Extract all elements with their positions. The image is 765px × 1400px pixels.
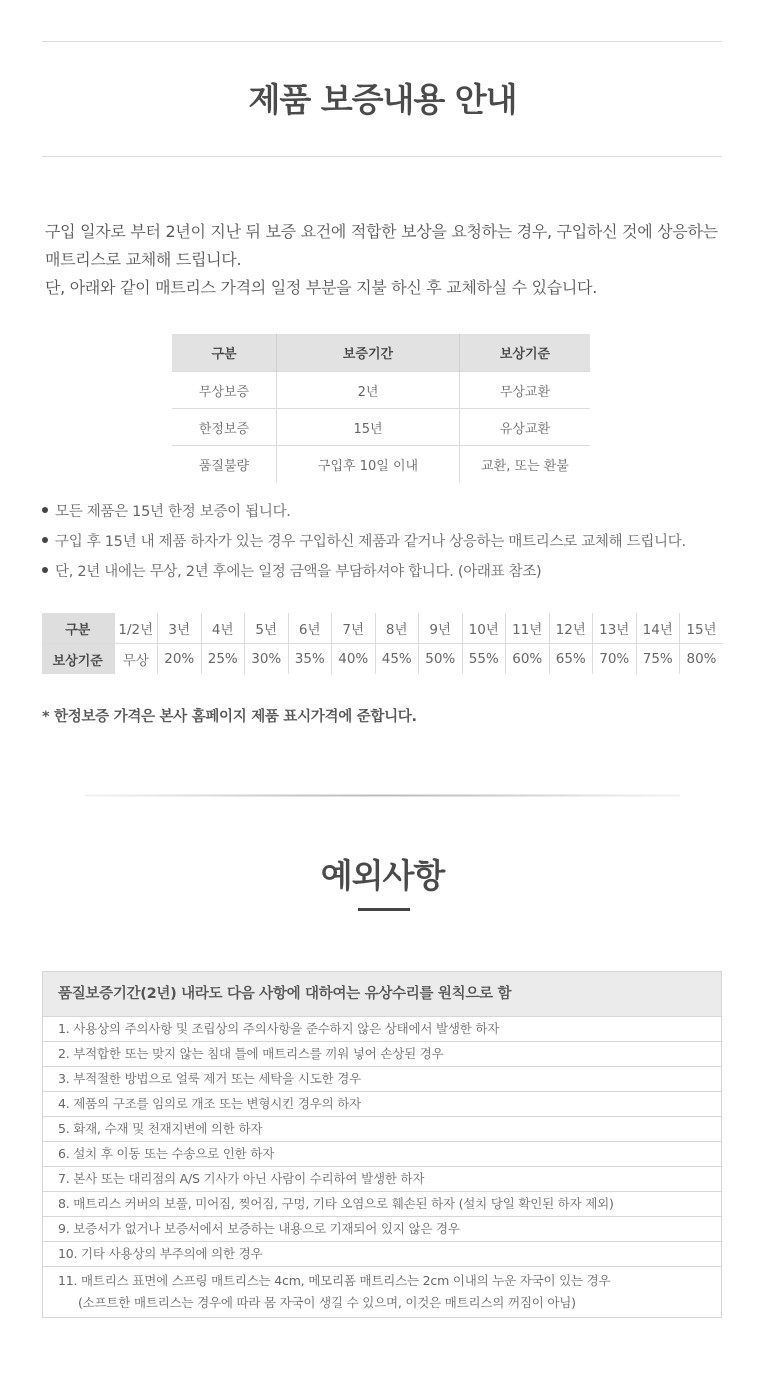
table-cell: 4년 — [201, 613, 245, 644]
warranty-table — [172, 334, 590, 482]
table-row — [42, 644, 723, 675]
table-cell: 9년 — [419, 613, 463, 644]
column-header: 구분 — [172, 334, 277, 372]
table-cell: 45% — [375, 644, 419, 675]
table-cell: 80% — [680, 644, 724, 675]
intro-line: 단, 아래와 같이 매트리스 가격의 일정 부분을 지불 하신 후 교체하실 수 있습니다. — [45, 278, 597, 297]
list-item: 8. 매트리스 커버의 보풀, 미어짐, 찢어짐, 구멍, 기타 오염으로 훼손된 하자 (설치 당일 확인된 하자 제외) — [43, 1192, 721, 1217]
table-cell: 60% — [506, 644, 550, 675]
table-row — [172, 446, 590, 483]
intro-line: 매트리스로 교체해 드립니다. — [45, 250, 242, 269]
section-divider — [85, 794, 680, 797]
row-header: 보상기준 — [42, 644, 114, 675]
table-cell: 유상교환 — [460, 409, 591, 446]
table-cell: 65% — [549, 644, 593, 675]
table-cell: 12년 — [549, 613, 593, 644]
table-cell: 20% — [158, 644, 202, 675]
table-cell: 7년 — [332, 613, 376, 644]
list-item — [42, 560, 686, 590]
table-row — [42, 613, 723, 644]
table-row — [172, 409, 590, 446]
title-underline — [358, 908, 410, 911]
bullet-icon — [42, 537, 48, 543]
list-item: 2. 부적합한 또는 맞지 않는 침대 틀에 매트리스를 끼워 넣어 손상된 경우 — [43, 1042, 721, 1067]
table-cell: 2년 — [277, 372, 460, 409]
table-cell: 25% — [201, 644, 245, 675]
compensation-rate-table — [42, 613, 723, 674]
intro-text — [45, 218, 735, 302]
list-item: 4. 제품의 구조를 임의로 개조 또는 변형시킨 경우의 하자 — [43, 1092, 721, 1117]
title-divider — [42, 156, 722, 157]
table-cell: 15년 — [277, 409, 460, 446]
list-item — [43, 1267, 721, 1317]
table-cell: 1/2년 — [114, 613, 158, 644]
list-item — [42, 500, 686, 530]
bullet-list — [42, 500, 686, 590]
exceptions-header: 품질보증기간(2년) 내라도 다음 사항에 대하여는 유상수리를 원칙으로 함 — [43, 972, 721, 1017]
table-cell: 55% — [462, 644, 506, 675]
column-header: 보증기간 — [277, 334, 460, 372]
list-item: 6. 설치 후 이동 또는 수송으로 인한 하자 — [43, 1142, 721, 1167]
list-item: 5. 화재, 수재 및 천재지변에 의한 하자 — [43, 1117, 721, 1142]
list-item-subline: (소프트한 매트리스는 경우에 따라 몸 자국이 생길 수 있으며, 이것은 매트리스의 꺼짐이 아님) — [78, 1295, 576, 1310]
table-cell: 한정보증 — [172, 409, 277, 446]
list-item: 3. 부적절한 방법으로 얼룩 제거 또는 세탁을 시도한 경우 — [43, 1067, 721, 1092]
top-divider — [42, 41, 722, 42]
table-cell: 75% — [636, 644, 680, 675]
bullet-icon — [42, 567, 48, 573]
list-item — [42, 530, 686, 560]
table-cell: 교환, 또는 환불 — [460, 446, 591, 483]
table-cell: 무상 — [114, 644, 158, 675]
list-item-line: 11. 매트리스 표면에 스프링 매트리스는 4cm, 메모리폼 매트리스는 2cm 이내의 누운 자국이 있는 경우 — [58, 1273, 611, 1288]
table-cell: 14년 — [636, 613, 680, 644]
intro-line: 구입 일자로 부터 2년이 지난 뒤 보증 요건에 적합한 보상을 요청하는 경우, 구입하신 것에 상응하는 — [45, 222, 718, 241]
table-cell: 40% — [332, 644, 376, 675]
table-cell: 3년 — [158, 613, 202, 644]
list-item: 9. 보증서가 없거나 보증서에서 보증하는 내용으로 기재되어 있지 않은 경우 — [43, 1217, 721, 1242]
price-note: * 한정보증 가격은 본사 홈페이지 제품 표시가격에 준합니다. — [42, 709, 417, 725]
list-item: 7. 본사 또는 대리점의 A/S 기사가 아닌 사람이 수리하여 발생한 하자 — [43, 1167, 721, 1192]
table-cell: 15년 — [680, 613, 724, 644]
table-cell: 품질불량 — [172, 446, 277, 483]
row-header: 구분 — [42, 613, 114, 644]
bullet-icon — [42, 507, 48, 513]
table-cell: 8년 — [375, 613, 419, 644]
table-row — [172, 372, 590, 409]
table-header-row — [172, 334, 590, 372]
column-header: 보상기준 — [460, 334, 591, 372]
bullet-text: 구입 후 15년 내 제품 하자가 있는 경우 구입하신 제품과 같거나 상응하는 매트리스로 교체해 드립니다. — [55, 534, 686, 550]
exceptions-title: 예외사항 — [320, 856, 445, 895]
list-item: 10. 기타 사용상의 부주의에 의한 경우 — [43, 1242, 721, 1267]
table-cell: 구입후 10일 이내 — [277, 446, 460, 483]
table-cell: 무상보증 — [172, 372, 277, 409]
page-title: 제품 보증내용 안내 — [248, 80, 517, 119]
table-cell: 6년 — [288, 613, 332, 644]
table-cell: 50% — [419, 644, 463, 675]
table-cell: 30% — [245, 644, 289, 675]
table-cell: 70% — [593, 644, 637, 675]
list-item: 1. 사용상의 주의사항 및 조립상의 주의사항을 준수하지 않은 상태에서 발생한 하자 — [43, 1017, 721, 1042]
exceptions-box — [42, 971, 722, 1318]
table-cell: 35% — [288, 644, 332, 675]
table-cell: 무상교환 — [460, 372, 591, 409]
bullet-text: 모든 제품은 15년 한정 보증이 됩니다. — [55, 504, 291, 520]
table-cell: 10년 — [462, 613, 506, 644]
table-cell: 11년 — [506, 613, 550, 644]
bullet-text: 단, 2년 내에는 무상, 2년 후에는 일정 금액을 부담하셔야 합니다. (아래표 참조) — [55, 564, 542, 580]
table-cell: 13년 — [593, 613, 637, 644]
table-cell: 5년 — [245, 613, 289, 644]
